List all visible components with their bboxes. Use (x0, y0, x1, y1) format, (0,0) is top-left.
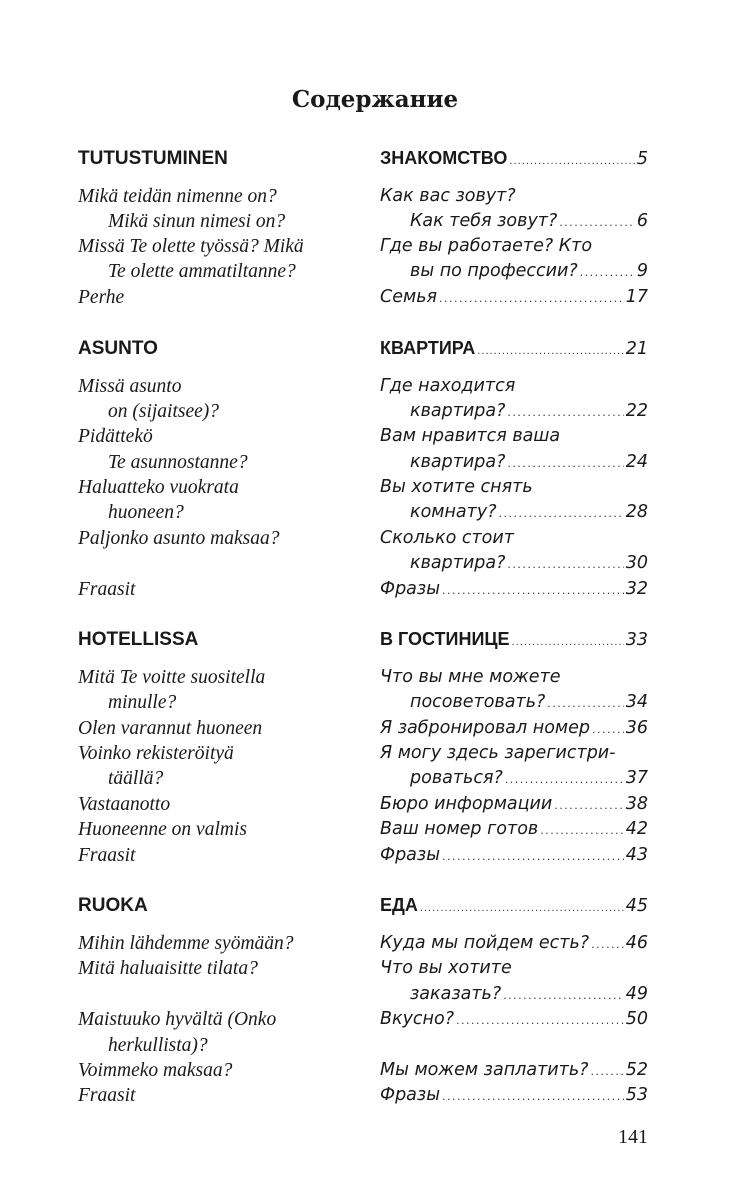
toc-entry-ru (380, 817, 648, 842)
toc-entry-ru: Вы хотите снять (380, 477, 533, 497)
toc-entry-fi: Te asunnostanne? (108, 452, 248, 473)
entry-text: квартира? (410, 401, 506, 421)
toc-entry-ru: Что вы хотите (380, 958, 512, 978)
page-ref: 17 (625, 287, 648, 307)
entry-text: Я забронировал номер (380, 718, 590, 738)
page-ref: 32 (625, 579, 648, 599)
entry-text: Куда мы пойдем есть? (380, 933, 590, 953)
toc-entry-ru (380, 931, 648, 956)
toc-entry-ru (380, 450, 648, 475)
toc-entry-ru (380, 577, 648, 602)
toc-entry-fi: on (sijaitsee)? (108, 401, 220, 422)
section-heading-fi: RUOKA (78, 895, 148, 916)
toc-entry-fi: Voinko rekisteröityä (78, 743, 234, 764)
toc-entry-ru: Как вас зовут? (380, 186, 516, 206)
entry-text: Фразы (380, 1085, 441, 1105)
page-ref: 45 (625, 896, 648, 916)
section-heading-fi: HOTELLISSA (78, 629, 199, 650)
toc-entry-ru: Что вы мне можете (380, 667, 561, 687)
page-ref: 34 (625, 692, 648, 712)
page-ref: 52 (625, 1060, 648, 1080)
toc-entry-ru (380, 982, 648, 1007)
page-ref: 28 (625, 502, 648, 522)
toc-entry-ru: Сколько стоит (380, 528, 514, 548)
toc-entry-ru (380, 792, 648, 817)
toc-entry-fi: Mihin lähdemme syömään? (78, 933, 294, 954)
toc-entry-fi: Missä asunto (78, 376, 182, 397)
section-heading-ru (380, 627, 648, 652)
toc-entry-fi: Fraasit (78, 1085, 136, 1106)
toc-entry-fi: Perhe (78, 287, 125, 308)
toc-entry-ru (380, 766, 648, 791)
entry-text: комнату? (410, 502, 497, 522)
toc-entry-fi: täällä? (108, 768, 164, 789)
section-heading-fi: TUTUSTUMINEN (78, 148, 228, 169)
heading-text: КВАРТИРА (380, 338, 476, 358)
toc-entry-fi: Mikä sinun nimesi on? (108, 211, 286, 232)
entry-text: посоветовать? (410, 692, 546, 712)
toc-entry-ru (380, 500, 648, 525)
toc-entry-ru (380, 259, 648, 284)
heading-text: ЕДА (380, 895, 418, 915)
toc-entry-fi: minulle? (108, 692, 177, 713)
page-number: 141 (618, 1126, 648, 1148)
toc-entry-ru (380, 690, 648, 715)
toc-entry-ru (380, 209, 648, 234)
toc-entry-fi: Pidättekö (78, 426, 153, 447)
section-heading-ru (380, 893, 648, 918)
toc-entry-ru (380, 1083, 648, 1108)
entry-text: Вкусно? (380, 1009, 454, 1029)
page-ref: 46 (625, 933, 648, 953)
toc-entry-fi: Maistuuko hyvältä (Onko (78, 1009, 277, 1030)
page-ref: 49 (625, 984, 648, 1004)
heading-text: В ГОСТИНИЦЕ (380, 629, 510, 649)
toc-entry-fi: huoneen? (108, 502, 184, 523)
toc-entry-ru (380, 1007, 648, 1032)
page-ref: 36 (625, 718, 648, 738)
toc-entry-fi: Te olette ammatiltanne? (108, 261, 296, 282)
entry-text: Фразы (380, 845, 441, 865)
toc-entry-ru (380, 843, 648, 868)
toc-entry-ru (380, 285, 648, 310)
toc-entry-ru (380, 399, 648, 424)
page-ref: 9 (636, 261, 648, 281)
page-title: Содержание (291, 86, 459, 113)
entry-text: Мы можем заплатить? (380, 1060, 589, 1080)
toc-entry-fi: Voimmeko maksaa? (78, 1060, 233, 1081)
entry-text: Семья (380, 287, 438, 307)
toc-entry-ru (380, 716, 648, 741)
entry-text: Как тебя зовут? (410, 211, 558, 231)
toc-entry-fi: Vastaanotto (78, 794, 171, 815)
page-ref: 6 (636, 211, 648, 231)
entry-text: роваться? (410, 768, 503, 788)
toc-entry-ru (380, 551, 648, 576)
page-ref: 30 (625, 553, 648, 573)
toc-entry-fi: Haluatteko vuokrata (78, 477, 239, 498)
toc-entry-fi: Mitä haluaisitte tilata? (78, 958, 258, 979)
toc-entry-ru: Где вы работаете? Кто (380, 236, 593, 256)
page-ref: 24 (625, 452, 648, 472)
section-heading-fi: ASUNTO (78, 338, 158, 359)
entry-text: вы по профессии? (410, 261, 578, 281)
toc-entry-fi: herkullista)? (108, 1035, 208, 1056)
toc-entry-fi: Missä Te olette työssä? Mikä (78, 236, 304, 257)
entry-text: заказать? (410, 984, 502, 1004)
page-ref: 42 (625, 819, 648, 839)
toc-entry-ru (380, 1058, 648, 1083)
toc-entry-fi: Paljonko asunto maksaa? (78, 528, 280, 549)
page-ref: 21 (625, 339, 648, 359)
entry-text: квартира? (410, 452, 506, 472)
toc-entry-fi: Fraasit (78, 579, 136, 600)
page-ref: 50 (625, 1009, 648, 1029)
toc-entry-fi: Fraasit (78, 845, 136, 866)
section-heading-ru (380, 146, 648, 171)
entry-text: Ваш номер готов (380, 819, 539, 839)
entry-text: Фразы (380, 579, 441, 599)
page-ref: 43 (625, 845, 648, 865)
section-heading-ru (380, 336, 648, 361)
page-ref: 38 (625, 794, 648, 814)
toc-entry-fi: Olen varannut huoneen (78, 718, 263, 739)
toc-entry-fi: Mitä Te voitte suositella (78, 667, 266, 688)
page-ref: 22 (625, 401, 648, 421)
page-ref: 37 (625, 768, 648, 788)
toc-entry-fi: Mikä teidän nimenne on? (78, 186, 277, 207)
entry-text: Бюро информации (380, 794, 553, 814)
entry-text: квартира? (410, 553, 506, 573)
toc-entry-fi: Huoneenne on valmis (78, 819, 247, 840)
heading-text: ЗНАКОМСТВО (380, 148, 508, 168)
toc-entry-ru: Я могу здесь зарегистри- (380, 743, 616, 763)
toc-entry-ru: Вам нравится ваша (380, 426, 561, 446)
toc-entry-ru: Где находится (380, 376, 516, 396)
page-ref: 5 (636, 149, 648, 169)
page-ref: 53 (625, 1085, 648, 1105)
page-ref: 33 (625, 630, 648, 650)
